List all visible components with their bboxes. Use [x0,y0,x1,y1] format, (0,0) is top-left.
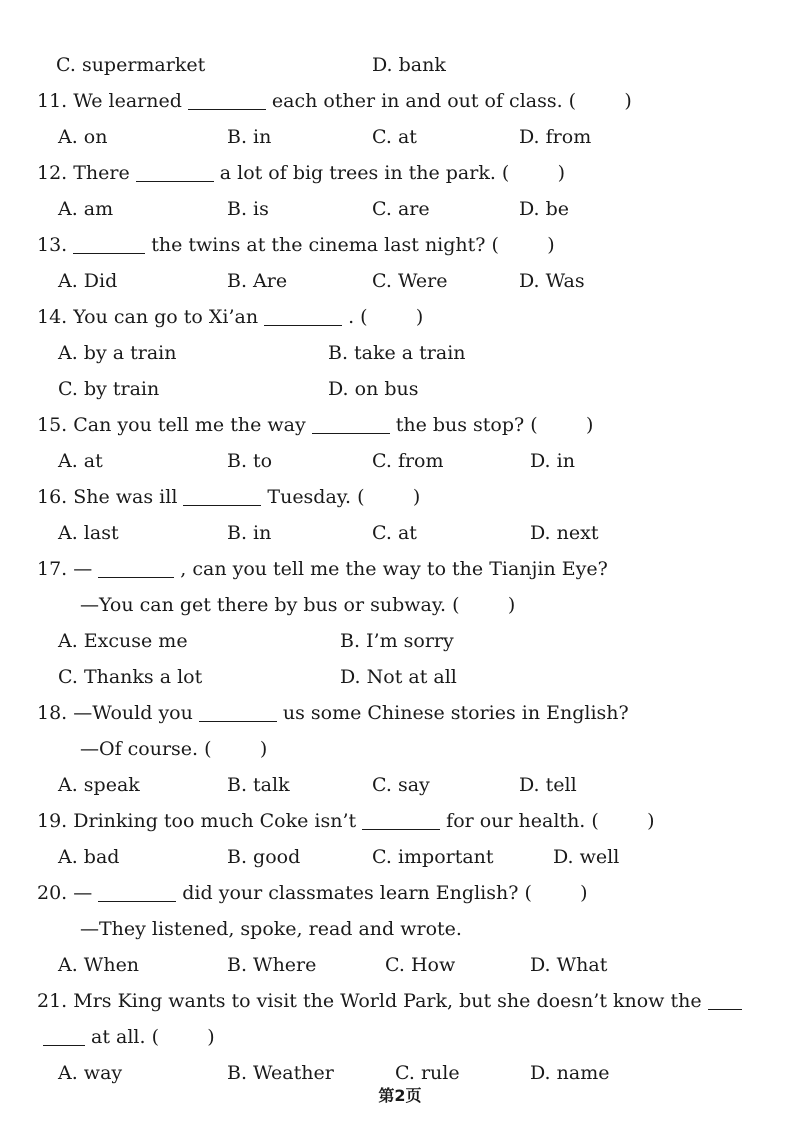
text-segment [553,842,619,872]
text-segment [37,554,608,584]
text-run: C. important [372,846,494,868]
text-run: 21. Mrs King wants to visit the World Park, but she doesn’t know the [37,990,702,1012]
text-run: C. How [385,954,456,976]
answer-blank [98,557,174,578]
text-segment [80,734,267,764]
answer-blank [136,161,214,182]
text-run: D. in [530,450,575,472]
text-segment [519,194,569,224]
text-run: B. I’m sorry [340,630,454,652]
text-run: D. from [519,126,592,148]
text-segment [58,518,119,548]
text-segment [328,374,419,404]
text-run: B. take a train [328,342,466,364]
text-run: 16. She was ill [37,486,178,508]
text-run: 20. — [37,882,93,904]
text-run: D. be [519,198,570,220]
text-segment [56,50,205,80]
text-run: —They listened, spoke, read and wrote. [80,918,462,940]
answer-blank [73,233,145,254]
text-run: A. am [58,198,114,220]
text-segment [80,590,515,620]
text-segment [37,158,565,188]
text-segment [372,770,430,800]
page-number: 第2页 [378,1086,422,1105]
text-run: 18. —Would you [37,702,193,724]
text-run: D. Was [519,270,585,292]
text-segment [37,230,555,260]
answer-blank [43,1025,85,1046]
text-run: —Of course. ( ) [80,738,268,760]
text-run: did your classmates learn English? ( ) [182,882,588,904]
text-run: for our health. ( ) [446,810,655,832]
text-segment [37,1022,215,1052]
text-run: A. speak [58,774,140,796]
answer-blank [362,809,440,830]
text-run: D. next [530,522,599,544]
text-segment [372,50,446,80]
text-segment [519,122,591,152]
text-segment [37,86,632,116]
text-run: A. by a train [58,342,177,364]
answer-blank [98,881,176,902]
text-run: A. last [58,522,119,544]
text-run: . ( ) [348,306,424,328]
text-segment [372,446,444,476]
text-segment [530,446,575,476]
text-segment [227,518,271,548]
text-run: D. well [553,846,620,868]
text-run: each other in and out of class. ( ) [271,90,632,112]
text-run: us some Chinese stories in English? [282,702,629,724]
text-segment [530,518,598,548]
text-run: C. are [372,198,430,220]
text-segment [385,950,455,980]
text-run: 13. [37,234,68,256]
answer-blank [312,413,390,434]
text-segment [372,518,417,548]
text-run: 17. — [37,558,93,580]
text-segment [58,374,159,404]
text-segment [340,662,457,692]
text-segment [530,950,607,980]
text-run: A. at [58,450,103,472]
text-segment [37,698,629,728]
text-segment [58,626,188,656]
text-run: C. Thanks a lot [58,666,203,688]
text-segment [37,410,593,440]
answer-blank [708,989,742,1010]
text-run: D. Not at all [340,666,457,688]
text-segment [58,950,139,980]
text-run: at all. ( ) [91,1026,215,1048]
text-run: D. tell [519,774,577,796]
text-run: B. in [227,522,272,544]
answer-blank [188,89,266,110]
text-segment [227,950,316,980]
text-run: B. talk [227,774,290,796]
text-segment [372,266,448,296]
text-run: B. Are [227,270,288,292]
text-segment [37,986,748,1016]
text-run: Tuesday. ( ) [267,486,421,508]
text-segment [58,446,103,476]
text-segment [58,266,117,296]
text-segment [80,914,462,944]
text-run: C. say [372,774,430,796]
text-run: 14. You can go to Xi’an [37,306,259,328]
text-segment [37,482,420,512]
text-run: the twins at the cinema last night? ( ) [151,234,555,256]
answer-blank [183,485,261,506]
text-run: A. Did [58,270,118,292]
text-run: D. What [530,954,608,976]
text-run: D. bank [372,54,446,76]
text-run: A. bad [58,846,120,868]
text-run: C. at [372,522,417,544]
text-run: B. in [227,126,272,148]
text-segment [58,662,202,692]
text-run: B. is [227,198,269,220]
text-segment [37,806,655,836]
text-segment [519,770,577,800]
text-run: the bus stop? ( ) [395,414,594,436]
text-segment [37,302,423,332]
text-segment [58,770,140,800]
text-run: C. Were [372,270,448,292]
text-run: C. by train [58,378,160,400]
text-segment [372,194,430,224]
text-segment [58,842,119,872]
text-run: A. way [58,1062,123,1084]
text-segment [227,770,290,800]
text-run: 19. Drinking too much Coke isn’t [37,810,357,832]
answer-blank [199,701,277,722]
answer-blank [264,305,342,326]
text-run: D. on bus [328,378,419,400]
text-segment [58,338,176,368]
text-run: B. Where [227,954,317,976]
text-segment [227,446,272,476]
text-run: A. When [58,954,140,976]
text-run: , can you tell me the way to the Tianjin Eye? [180,558,608,580]
text-run: C. supermarket [56,54,206,76]
text-segment [372,122,417,152]
text-segment [227,266,287,296]
text-run: B. good [227,846,301,868]
text-run: B. to [227,450,273,472]
text-run: —You can get there by bus or subway. ( ) [80,594,516,616]
text-segment [227,122,271,152]
text-segment [340,626,454,656]
text-run: A. on [58,126,108,148]
text-run: C. rule [395,1062,460,1084]
text-segment [328,338,466,368]
text-segment [227,842,300,872]
text-segment [227,194,269,224]
text-run: C. at [372,126,417,148]
text-run: D. name [530,1062,610,1084]
text-run: B. Weather [227,1062,334,1084]
text-segment [58,122,107,152]
text-run: 15. Can you tell me the way [37,414,306,436]
text-run: A. Excuse me [58,630,188,652]
text-segment [58,194,113,224]
text-segment [372,842,494,872]
text-run: 12. There [37,162,130,184]
text-run: a lot of big trees in the park. ( ) [219,162,566,184]
text-run: C. from [372,450,444,472]
text-segment [37,878,588,908]
text-run: 11. We learned [37,90,182,112]
text-segment [519,266,585,296]
